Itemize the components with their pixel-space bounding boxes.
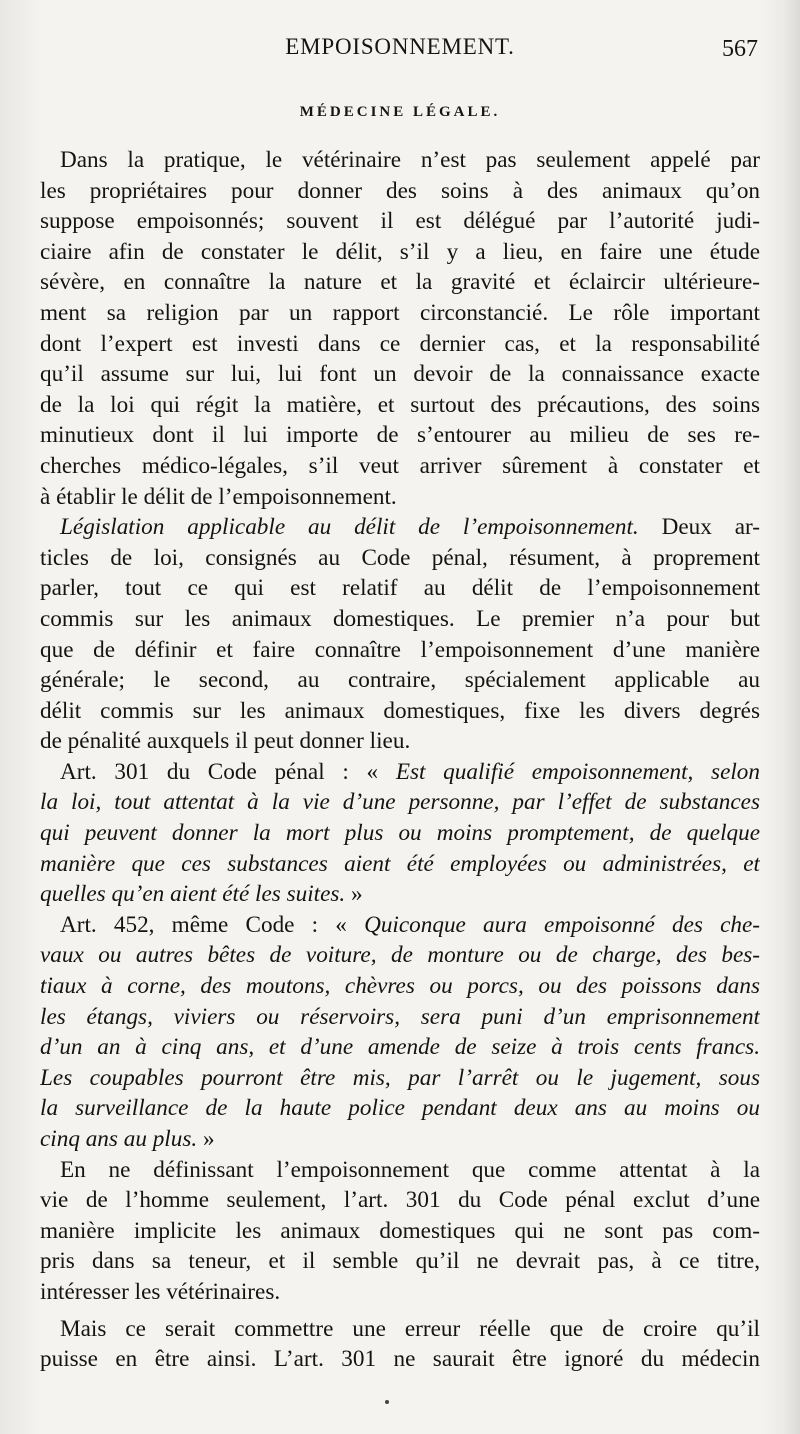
text-line: commis sur les animaux domestiques. Le premier n’a pour but: [40, 605, 760, 632]
page-number: 567: [722, 36, 758, 62]
text-line: [40, 879, 760, 910]
text-line: qu’il assume sur lui, lui font un devoir de la connaissance exacte: [40, 361, 760, 388]
text-line: les étangs, viviers ou réservoirs, sera puni d’un emprisonnement: [40, 1003, 760, 1030]
text-segment: Art. 301 du Code pénal : «: [60, 758, 396, 785]
text-line: [40, 512, 760, 543]
text-line: ticles de loi, consignés au Code pénal, résument, à proprement: [40, 544, 760, 571]
text-line: ciaire afin de constater le délit, s’il y a lieu, en faire une étude: [40, 238, 760, 265]
text-line: vie de l’homme seulement, l’art. 301 du Code pénal exclut d’une: [40, 1187, 760, 1214]
text-line: que de définir et faire connaître l’empoisonnement d’une manière: [40, 636, 760, 663]
text-line: [40, 757, 760, 788]
italic-text-segment: Législation applicable au délit de l’empoisonnement.: [60, 514, 639, 541]
text-line: délit commis sur les animaux domestiques, fixe les divers degrés: [40, 697, 760, 724]
text-line: la surveillance de la haute police pendant deux ans au moins ou: [40, 1095, 760, 1122]
text-line: sévère, en connaître la nature et la gravité et éclaircir ultérieure-: [40, 269, 760, 296]
text-line: générale; le second, au contraire, spécialement applicable au: [40, 667, 760, 694]
text-line: Dans la pratique, le vétérinaire n’est pas seulement appelé par: [60, 147, 760, 173]
text-line: parler, tout ce qui est relatif au délit de l’empoisonnement: [40, 575, 760, 602]
text-line: qui peuvent donner la mort plus ou moins promptement, de quelque: [40, 820, 760, 847]
text-line: ment sa religion par un rapport circonstancié. Le rôle important: [40, 299, 760, 326]
text-line: suppose empoisonnés; souvent il est délégué par l’autorité judi-: [40, 208, 760, 235]
text-segment: Art. 452, même Code : «: [60, 911, 365, 938]
text-line: [40, 1124, 760, 1155]
body-text: [40, 145, 760, 1375]
text-line: à établir le délit de l’empoisonnement.: [40, 483, 397, 510]
text-line: cherches médico-légales, s’il veut arriver sûrement à constater et: [40, 452, 760, 479]
text-line: tiaux à corne, des moutons, chèvres ou porcs, ou des poissons dans: [40, 973, 760, 1000]
italic-text-segment: Est qualifié empoisonnement, selon: [395, 758, 760, 785]
text-segment: Deux ar-: [638, 514, 760, 541]
italic-text-segment: cinq ans au plus.: [40, 1126, 198, 1152]
text-line: la loi, tout attentat à la vie d’une personne, par l’effet de substances: [40, 789, 760, 816]
text-line: intéresser les vétérinaires.: [40, 1278, 281, 1305]
text-line: manière implicite les animaux domestiques qui ne sont pas com-: [40, 1217, 760, 1244]
ink-dot: [385, 1400, 389, 1404]
section-title: MÉDECINE LÉGALE.: [299, 104, 501, 120]
text-line: [40, 910, 760, 941]
text-line: puisse en être ainsi. L’art. 301 ne saurait être ignoré du médecin: [40, 1346, 760, 1373]
text-line: d’un an à cinq ans, et d’une amende de seize à trois cents francs.: [40, 1034, 760, 1061]
italic-text-segment: Quiconque aura empoisonné des che-: [364, 911, 760, 938]
text-line: Les coupables pourront être mis, par l’arrêt ou le jugement, sous: [40, 1064, 760, 1091]
text-line: vaux ou autres bêtes de voiture, de monture ou de charge, des bes-: [40, 942, 760, 969]
page-edge-shadow: [782, 0, 800, 1434]
text-line: dont l’expert est investi dans ce dernier cas, et la responsabilité: [40, 330, 760, 357]
text-line: de pénalité auxquels il peut donner lieu.: [40, 728, 411, 755]
text-line: minutieux dont il lui importe de s’entourer au milieu de ses re-: [40, 422, 760, 449]
text-line: les propriétaires pour donner des soins à des animaux qu’on: [40, 177, 760, 204]
text-line: de la loi qui régit la matière, et surtout des précautions, des soins: [40, 391, 760, 418]
text-line: pris dans sa teneur, et il semble qu’il ne devrait pas, à ce titre,: [40, 1248, 760, 1275]
running-title: EMPOISONNEMENT.: [285, 34, 515, 59]
text-segment: »: [345, 881, 363, 908]
text-line: manière que ces substances aient été employées ou administrées, et: [40, 850, 760, 877]
text-segment: »: [197, 1126, 215, 1152]
italic-text-segment: quelles qu’en aient été les suites.: [40, 881, 346, 908]
text-line: En ne définissant l’empoisonnement que comme attentat à la: [60, 1156, 760, 1183]
page-header: [40, 34, 760, 74]
text-line: Mais ce serait commettre une erreur réelle que de croire qu’il: [60, 1315, 760, 1342]
